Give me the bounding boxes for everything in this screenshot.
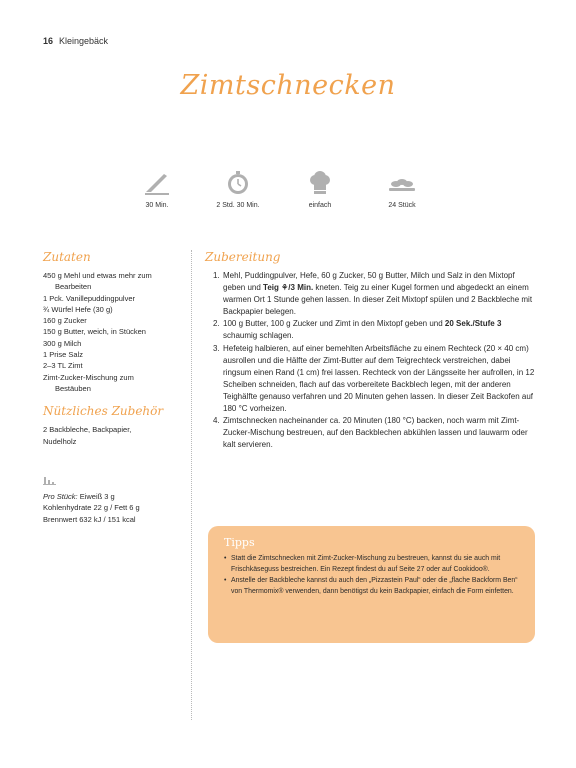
difficulty-info <box>280 170 360 209</box>
ingredients-title: Zutaten <box>43 250 91 264</box>
chef-hat-icon <box>307 170 333 196</box>
right-column <box>205 250 535 451</box>
step-text: Mehl, Puddingpulver, Hefe, 60 g Zucker, 50 g Butter, Milch und Salz in den Mixtopf geben und <box>223 271 515 293</box>
ingredient-item: ¾ Würfel Hefe (30 g) <box>43 304 113 314</box>
step-text: schaumig schlagen. <box>223 331 294 341</box>
step-setting: 20 Sek./Stufe 3 <box>444 319 502 329</box>
prep-time-info <box>117 170 197 209</box>
page-number: 16 <box>43 36 54 46</box>
ingredient-item: Bestäuben <box>55 383 91 393</box>
step-item <box>205 270 535 318</box>
column-divider <box>191 250 192 720</box>
portions-label: 24 Stück <box>388 202 416 209</box>
step-number: 3. <box>213 343 220 353</box>
step-setting: Teig ⚘/3 Min. <box>263 283 314 293</box>
ingredient-item: Zimt-Zucker-Mischung zum <box>43 372 134 382</box>
ingredient-item: 2–3 TL Zimt <box>43 361 83 371</box>
tip-item: • Statt die Zimtschnecken mit Zimt-Zucker-Mischung zu bestreuen, kannst du sie auch mit Frischkäseguss bestreichen. Ein Rezept findest du auf Seite 27 oder auf Cookidoo®. <box>224 553 523 575</box>
step-number: 2. <box>213 319 220 329</box>
tools-list <box>43 424 178 447</box>
ingredient-item: 300 g Milch <box>43 338 82 348</box>
nutrition-label: Pro Stück: <box>43 492 78 502</box>
step-list <box>205 270 535 451</box>
left-column <box>43 250 178 525</box>
step-text: Hefeteig halbieren, auf einer bemehlten Arbeitsfläche zu einem Rechteck (20 × 40 cm) ausrollen und die Hälfte der Zimt-Butter auf dem Teigrechteck verstreichen, dabei ringsum einen Rand (1 cm) frei lassen. Rechteck von der Längsseite her aufrollen, in 12 Scheiben schneiden, flach auf das vorbereitete Backblech legen, mit der anderen Teighälfte genauso verfahren und 20 Minuten gehen lassen. In dieser Zeit Backofen auf 180 °C vorheizen. <box>223 343 535 414</box>
tips-list <box>224 553 523 597</box>
ingredient-item: Bearbeiten <box>55 282 92 292</box>
serving-plate-icon <box>386 170 418 196</box>
nutrition-info <box>43 491 178 525</box>
prep-time-label: 30 Min. <box>145 202 169 209</box>
tools-title: Nützliches Zubehör <box>43 404 164 419</box>
step-item <box>205 343 535 416</box>
tools-line: Nudelholz <box>43 436 77 446</box>
section-name: Kleingebäck <box>59 36 109 46</box>
tips-box <box>208 526 535 643</box>
ingredient-item: 160 g Zucker <box>43 316 87 326</box>
ingredient-item: 1 Prise Salz <box>43 350 84 360</box>
total-time-info <box>198 170 278 209</box>
ingredient-item: 150 g Butter, weich, in Stücken <box>43 327 146 337</box>
ingredient-item: 1 Pck. Vanillepuddingpulver <box>43 293 136 303</box>
step-text: Zimtschnecken nacheinander ca. 20 Minuten (180 °C) backen, noch warm mit Zimt-Zucker-Mischung bestreuen, auf den Backblechen abkühlen lassen und lauwarm oder kalt servieren. <box>223 416 528 450</box>
total-time-label: 2 Std. 30 Min. <box>216 202 260 209</box>
knife-icon <box>142 170 172 196</box>
tools-line: 2 Backbleche, Backpapier, <box>43 425 132 435</box>
ingredient-item: 450 g Mehl und etwas mehr zum <box>43 271 152 280</box>
step-text: 100 g Butter, 100 g Zucker und Zimt in den Mixtopf geben und <box>223 319 445 329</box>
tip-item: • Anstelle der Backbleche kannst du auch den „Pizzastein Paul“ oder die „flache Backform Ben“ von Thermomix® verwenden, dann benötigst du kein Backpapier, einfach die Form einfetten. <box>224 575 523 597</box>
portions-info <box>362 170 442 209</box>
stopwatch-icon <box>225 170 251 196</box>
step-text: kneten. Teig zu einer Kugel formen und abgedeckt an einem warmen Ort 1 Stunde gehen lassen. In dieser Zeit Mixtopf spülen und 2 Backbleche mit Backpapier belegen. <box>223 283 533 317</box>
nutrition-carbs-fat: Kohlenhydrate 22 g / Fett 6 g <box>43 503 140 513</box>
tips-title: Tipps <box>224 536 255 549</box>
recipe-info-row <box>120 170 460 216</box>
step-number: 4. <box>213 416 220 426</box>
step-item <box>205 318 535 342</box>
recipe-title: Zimtschnecken <box>180 70 396 101</box>
preparation-title: Zubereitung <box>205 250 281 264</box>
step-number: 1. <box>213 271 220 280</box>
step-item <box>205 415 535 451</box>
nutrition-energy: Brennwert 632 kJ / 151 kcal <box>43 514 136 524</box>
nutrition-chart-icon <box>43 475 57 485</box>
page-header <box>43 36 108 46</box>
nutrition-protein: Eiweiß 3 g <box>79 492 115 502</box>
ingredient-list <box>43 270 178 394</box>
difficulty-label: einfach <box>308 202 332 209</box>
